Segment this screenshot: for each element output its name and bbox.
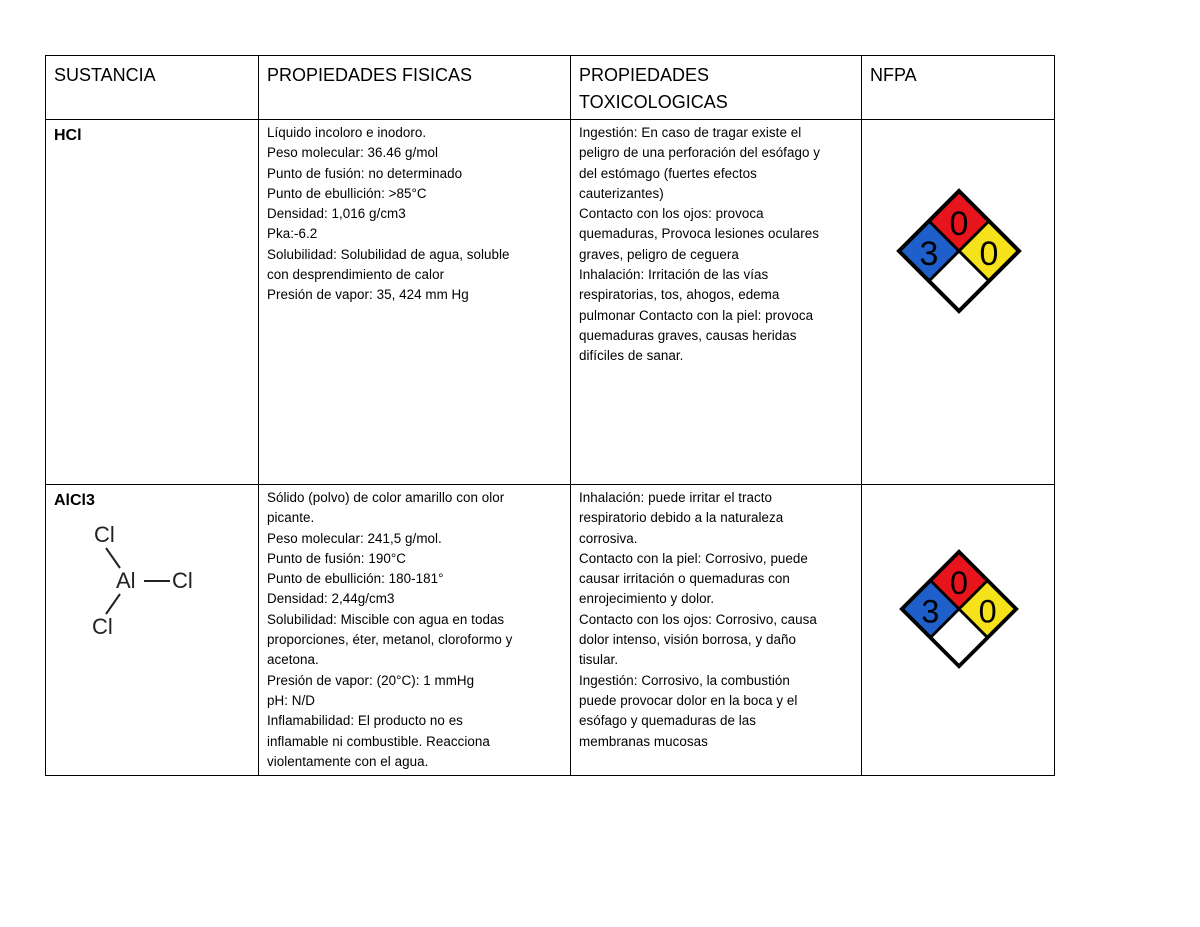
property-line: Sólido (polvo) de color amarillo con olor xyxy=(267,490,505,505)
header-sustancia xyxy=(46,56,259,120)
nfpa-cell xyxy=(862,485,1055,776)
header-label: NFPA xyxy=(870,65,917,85)
property-line: Pka:-6.2 xyxy=(267,226,318,242)
property-line: Peso molecular: 241,5 g/mol. xyxy=(267,530,442,546)
nfpa-flammability-value: 0 xyxy=(949,564,968,601)
physical-properties-cell xyxy=(259,120,571,485)
nfpa-cell xyxy=(862,120,1055,485)
property-line: pH: N/D xyxy=(267,692,315,708)
property-line: con desprendimiento de calor xyxy=(267,267,445,283)
toxicology-line: del estómago (fuertes efectos xyxy=(579,165,757,181)
toxicology-line: quemaduras graves, causas heridas xyxy=(579,327,797,343)
toxicology-line: respiratorio debido a la naturaleza xyxy=(579,510,784,526)
toxicology-line: corrosiva. xyxy=(579,530,638,546)
property-line: acetona. xyxy=(267,652,319,668)
property-line: Punto de ebullición: >85°C xyxy=(267,185,427,201)
property-line: picante. xyxy=(267,510,315,526)
toxicology-line: membranas mucosas xyxy=(579,733,708,749)
property-line: Solubilidad: Miscible con agua en todas xyxy=(267,611,505,627)
property-line: Punto de fusión: 190°C xyxy=(267,550,406,566)
property-line: Solubilidad: Solubilidad de agua, soluble xyxy=(267,246,510,262)
toxicology-line: difíciles de sanar. xyxy=(579,348,684,364)
property-line: proporciones, éter, metanol, cloroformo y xyxy=(267,632,513,648)
nfpa-diamond-container xyxy=(870,123,1047,315)
property-line: Punto de ebullición: 180-181° xyxy=(267,571,444,587)
property-line: inflamable ni combustible. Reacciona xyxy=(267,733,490,749)
toxicology-line: respiratorias, tos, ahogos, edema xyxy=(579,287,780,303)
header-row xyxy=(46,56,1055,120)
toxicology-line: causar irritación o quemaduras con xyxy=(579,571,790,587)
nfpa-diamond-icon xyxy=(898,548,1020,670)
toxicology-line: pulmonar Contacto con la piel: provoca xyxy=(579,307,814,323)
nfpa-diamond-container xyxy=(870,488,1047,670)
atom-label: Al xyxy=(116,568,136,593)
nfpa-diamond-icon xyxy=(895,187,1023,315)
substance-name: HCl xyxy=(54,127,82,144)
nfpa-reactivity-value: 0 xyxy=(978,593,997,630)
alcl3-structure-diagram xyxy=(78,520,218,640)
substance-name: AlCl3 xyxy=(54,492,95,509)
toxicology-line: Contacto con la piel: Corrosivo, puede xyxy=(579,550,808,566)
toxicology-line: dolor intenso, visión borrosa, y daño xyxy=(579,632,796,648)
table-row-alcl3 xyxy=(46,485,1055,776)
substance-cell xyxy=(46,485,259,776)
header-propiedades-toxicologicas xyxy=(571,56,862,120)
table-row-hcl xyxy=(46,120,1055,485)
property-line: Densidad: 1,016 g/cm3 xyxy=(267,206,406,222)
nfpa-reactivity-value: 0 xyxy=(979,235,998,273)
header-label-line: PROPIEDADES xyxy=(579,65,710,85)
bond-line xyxy=(106,548,120,568)
header-nfpa xyxy=(862,56,1055,120)
nfpa-flammability-value: 0 xyxy=(949,205,968,243)
header-label-line: TOXICOLOGICAS xyxy=(579,92,728,112)
physical-properties-cell xyxy=(259,485,571,776)
toxicology-line: peligro de una perforación del esófago y xyxy=(579,145,820,161)
toxicology-line: tisular. xyxy=(579,652,619,668)
toxicology-line: esófago y quemaduras de las xyxy=(579,713,757,729)
toxicology-line: Ingestión: Corrosivo, la combustión xyxy=(579,672,790,688)
header-propiedades-fisicas xyxy=(259,56,571,120)
property-line: Densidad: 2,44g/cm3 xyxy=(267,591,395,607)
atom-label: Cl xyxy=(172,568,193,593)
toxicology-line: cauterizantes) xyxy=(579,185,664,201)
nfpa-health-value: 3 xyxy=(920,593,939,630)
toxicology-line: quemaduras, Provoca lesiones oculares xyxy=(579,226,820,242)
toxicology-line: Contacto con los ojos: Corrosivo, causa xyxy=(579,611,817,627)
toxicology-line: enrojecimiento y dolor. xyxy=(579,591,715,607)
header-label: PROPIEDADES FISICAS xyxy=(267,65,473,85)
toxicology-line: puede provocar dolor en la boca y el xyxy=(579,692,798,708)
atom-label: Cl xyxy=(92,614,113,639)
toxicological-properties-cell xyxy=(571,485,862,776)
nfpa-health-value: 3 xyxy=(919,235,938,273)
toxicology-line: Inhalación: puede irritar el tracto xyxy=(579,490,773,505)
toxicology-line: Ingestión: En caso de tragar existe el xyxy=(579,125,802,140)
property-line: Líquido incoloro e inodoro. xyxy=(267,125,427,140)
property-line: Punto de fusión: no determinado xyxy=(267,165,463,181)
substance-table xyxy=(45,55,1055,776)
substance-cell xyxy=(46,120,259,485)
bond-line xyxy=(106,594,120,614)
atom-label: Cl xyxy=(94,522,115,547)
property-line: Presión de vapor: 35, 424 mm Hg xyxy=(267,287,469,303)
property-line: Peso molecular: 36.46 g/mol xyxy=(267,145,439,161)
toxicology-line: graves, peligro de ceguera xyxy=(579,246,739,262)
property-line: Inflamabilidad: El producto no es xyxy=(267,713,463,729)
property-line: Presión de vapor: (20°C): 1 mmHg xyxy=(267,672,475,688)
property-line: violentamente con el agua. xyxy=(267,753,429,769)
toxicological-properties-cell xyxy=(571,120,862,485)
header-label: SUSTANCIA xyxy=(54,65,156,85)
toxicology-line: Inhalación: Irritación de las vías xyxy=(579,267,769,283)
toxicology-line: Contacto con los ojos: provoca xyxy=(579,206,764,222)
